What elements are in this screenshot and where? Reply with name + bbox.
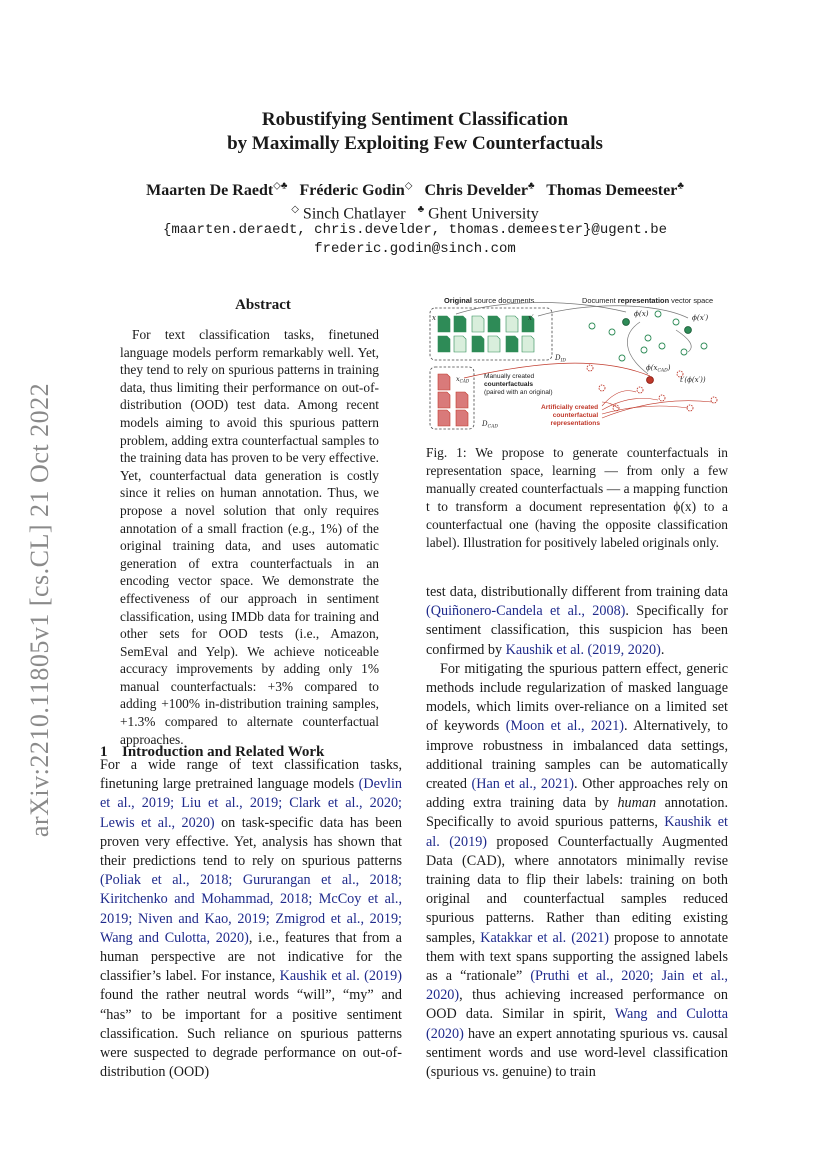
document-icon bbox=[438, 316, 450, 332]
text-run: human bbox=[617, 795, 657, 812]
text-run: proposed Counterfactually Augmented Data (CAD), where annotators minimally revise training data to flip their labels: training on both original and counterfactual samples reduced spurious patterns. Rather than editing existing samples, bbox=[426, 833, 728, 946]
fig-manual-label: Manually created counterfactuals (paired with an original) bbox=[484, 373, 553, 396]
citation-link[interactable]: (Han et al., 2021) bbox=[471, 776, 575, 793]
citation-link[interactable]: Wang and Culotta (2020) bbox=[426, 1006, 728, 1042]
citation-link[interactable]: (Moon et al., 2021) bbox=[505, 718, 625, 735]
fig-label-space: Document representation vector space bbox=[582, 296, 714, 305]
arxiv-id-text: arXiv:2210.11805v1 [cs.CL] 21 Oct 2022 bbox=[25, 382, 54, 838]
abstract-text: For text classification tasks, finetuned language models perform remarkably well. Yet, they tend to rely on spurious patterns in training data, thus limiting their performance on out-of-distribution (OOD) test data. Among recent models aiming to avoid this spurious pattern problem, adding extra counterfactual samples to the training data has proven to be very effective. Yet, counterfactual data generation is costly since it relies on human annotation. Thus, we propose a novel solution that only requires annotation of a small fraction (e.g., 1%) of the original training data, and uses automatic generation of extra counterfactuals in an encoding vector space. We demonstrate the effectiveness of our approach in sentiment classification, using IMDb data for training and other sets for OOD tests (i.e., Amazon, SemEval and Yelp). We achieve noticeable accuracy improvements by adding only 1% manual counterfactuals: +3% compared to adding +100% in-distribution training samples, +1.3% compared to alternate counterfactual approaches. bbox=[120, 327, 379, 747]
original-point bbox=[641, 347, 647, 353]
artificial-point bbox=[587, 365, 593, 371]
citation-link[interactable]: (Quiñonero-Candela et al., 2008) bbox=[426, 603, 626, 620]
fig-xprime-label: x′ bbox=[528, 314, 534, 322]
fig-t-phi: t′(ϕ(x′)) bbox=[680, 376, 706, 384]
fig-xcad-label: $x_{CAD}$ bbox=[456, 375, 470, 384]
fig-phi-xprime: ϕ(x′) bbox=[692, 313, 709, 322]
original-point bbox=[589, 323, 595, 329]
left-column-body bbox=[100, 756, 402, 1082]
document-icon bbox=[506, 316, 518, 332]
original-point bbox=[659, 343, 665, 349]
text-run: . bbox=[660, 641, 665, 658]
artificial-arrows bbox=[602, 391, 712, 418]
fig-x-label: x bbox=[432, 314, 436, 322]
phi-x-point bbox=[623, 319, 630, 326]
citation-link[interactable]: Katakkar et al. (2021) bbox=[480, 929, 610, 946]
counterfactual-document-icon bbox=[438, 392, 450, 408]
counterfactual-document-icon bbox=[438, 374, 450, 390]
author: Fréderic Godin◇ bbox=[299, 181, 413, 200]
text-run: annotation. Specifically to avoid spurious patterns, bbox=[426, 795, 729, 831]
document-icon bbox=[438, 336, 450, 352]
citation-link[interactable]: Kaushik et al. (2019, 2020) bbox=[505, 641, 661, 658]
text-run: For a wide range of text classification tasks, finetuning large pretrained language models bbox=[100, 757, 402, 793]
fig-phi-xcad: $\phi(x_{CAD})$ bbox=[646, 364, 671, 374]
original-point bbox=[681, 349, 687, 355]
text-run: , i.e., features that from a human perspective are not indicative for the classifier’s label. For instance, bbox=[100, 929, 402, 985]
phi-xcad-point bbox=[647, 377, 654, 384]
text-run: have an expert annotating spurious vs. causal sentiment words and use word-level classification (spurious vs. genuine) to train bbox=[426, 1025, 728, 1081]
right-column-body bbox=[426, 583, 728, 1082]
phi-xprime-point bbox=[685, 327, 692, 334]
fig-dcad-label: $D_{CAD}$ bbox=[482, 420, 498, 430]
email-line-1: {maarten.deraedt, chris.develder, thomas.demeester}@ugent.be bbox=[162, 222, 668, 238]
intro-paragraph bbox=[100, 756, 402, 1082]
fig-phi-x: ϕ(x) bbox=[634, 309, 649, 318]
author-list bbox=[100, 177, 730, 201]
citation-link[interactable]: (Poliak et al., 2018; Gururangan et al., 2018; Kiritchenko and Mohammad, 2018; McCoy et al., 2019; Niven and Kao, 2019; Zmigrod et al., 2019; Wang and Culotta, 2020) bbox=[100, 872, 402, 946]
affiliation: Ghent University bbox=[428, 205, 539, 223]
citation-link[interactable]: Kaushik et al. (2019) bbox=[426, 814, 728, 850]
citation-link[interactable]: (Devlin et al., 2019; Liu et al., 2019; Clark et al., 2020; Lewis et al., 2020) bbox=[100, 776, 402, 831]
original-point bbox=[619, 355, 625, 361]
artificial-arrow bbox=[602, 391, 636, 406]
document-icon bbox=[472, 336, 484, 352]
author: Chris Develder♣ bbox=[424, 181, 535, 200]
paper-title bbox=[100, 108, 730, 156]
counterfactual-document-icon bbox=[438, 410, 450, 426]
fig-did-label: $D_{ID}$ bbox=[555, 354, 567, 364]
citation-link[interactable]: (Pruthi et al., 2020; Jain et al., 2020) bbox=[426, 968, 728, 1004]
section-title: Introduction and Related Work bbox=[122, 744, 325, 760]
original-document-icons bbox=[438, 316, 534, 352]
fig-artificial-label: Artificially created counterfactual representations bbox=[540, 404, 600, 427]
author: Maarten De Raedt◇♣ bbox=[146, 181, 288, 200]
original-point bbox=[655, 311, 661, 317]
artificial-point bbox=[599, 385, 605, 391]
artificial-point bbox=[637, 387, 643, 393]
figure-caption: Fig. 1: We propose to generate counterfactuals in representation space, learning — from only a few manually created counterfactuals — a mapping function t to transform a document representation ϕ(x) to a counterfactual one (having the opposite classification label). Illustration for positively labeled originals only. bbox=[426, 445, 728, 550]
figure-1 bbox=[426, 294, 728, 432]
original-point bbox=[609, 329, 615, 335]
document-icon bbox=[522, 336, 534, 352]
text-run: on task-specific data has been proven very effective. Yet, analysis has shown that their predictions tend to rely on spurious patterns bbox=[100, 814, 402, 870]
author: Thomas Demeester♣ bbox=[546, 181, 684, 200]
document-icon bbox=[506, 336, 518, 352]
paragraph-mitigation bbox=[426, 660, 728, 1082]
email-line-2: frederic.godin@sinch.com bbox=[314, 241, 516, 257]
text-run: . Other approaches rely on adding extra training data by bbox=[426, 776, 728, 812]
document-icon bbox=[488, 316, 500, 332]
text-run: propose to annotate them with text spans supporting the assigned labels as a “rationale” bbox=[426, 929, 729, 985]
arrow-xprime-to-phi bbox=[538, 306, 688, 318]
document-icon bbox=[472, 316, 484, 332]
arxiv-identifier bbox=[18, 360, 62, 860]
citation-link[interactable]: Kaushik et al. (2019) bbox=[279, 968, 402, 985]
document-icon bbox=[454, 316, 466, 332]
affiliation: Sinch Chatlayer bbox=[302, 205, 406, 223]
text-run: , thus achieving increased performance on OOD data. Similar in spirit, bbox=[426, 987, 728, 1023]
counterfactual-document-icon bbox=[456, 392, 468, 408]
document-icon bbox=[488, 336, 500, 352]
text-run: For mitigating the spurious pattern effect, generic methods include regularization of masked language models, which limits over-reliance on a limited set of keywords bbox=[426, 660, 728, 735]
text-run: . Alternatively, to improve robustness in imbalanced data settings, additional training samples can be automatically created bbox=[426, 718, 729, 793]
abstract-heading: Abstract bbox=[235, 297, 291, 313]
title-line-2: by Maximally Exploiting Few Counterfactuals bbox=[227, 133, 603, 154]
text-run: test data, distributionally different from training data bbox=[426, 584, 728, 600]
text-run: . Specifically for sentiment classification, this suspicion has been confirmed by bbox=[426, 603, 728, 658]
paragraph-continued bbox=[426, 583, 728, 660]
original-point bbox=[673, 319, 679, 325]
title-line-1: Robustifying Sentiment Classification bbox=[261, 109, 569, 130]
text-run: found the rather neutral words “will”, “my” and “has” to be important for a positive sentiment classification. Such reliance on spurious patterns were suspected to degrade performance on out-of-distribution (OOD) bbox=[100, 987, 402, 1081]
fig-label-original: Original source documents bbox=[444, 296, 535, 305]
document-icon bbox=[454, 336, 466, 352]
representation-points bbox=[587, 311, 717, 411]
original-point bbox=[645, 335, 651, 341]
original-point bbox=[701, 343, 707, 349]
section-number: 1 bbox=[100, 744, 108, 760]
affiliations: ◇ Sinch Chatlayer ♣ Ghent University bbox=[291, 204, 539, 223]
artificial-point bbox=[659, 395, 665, 401]
counterfactual-document-icon bbox=[456, 410, 468, 426]
